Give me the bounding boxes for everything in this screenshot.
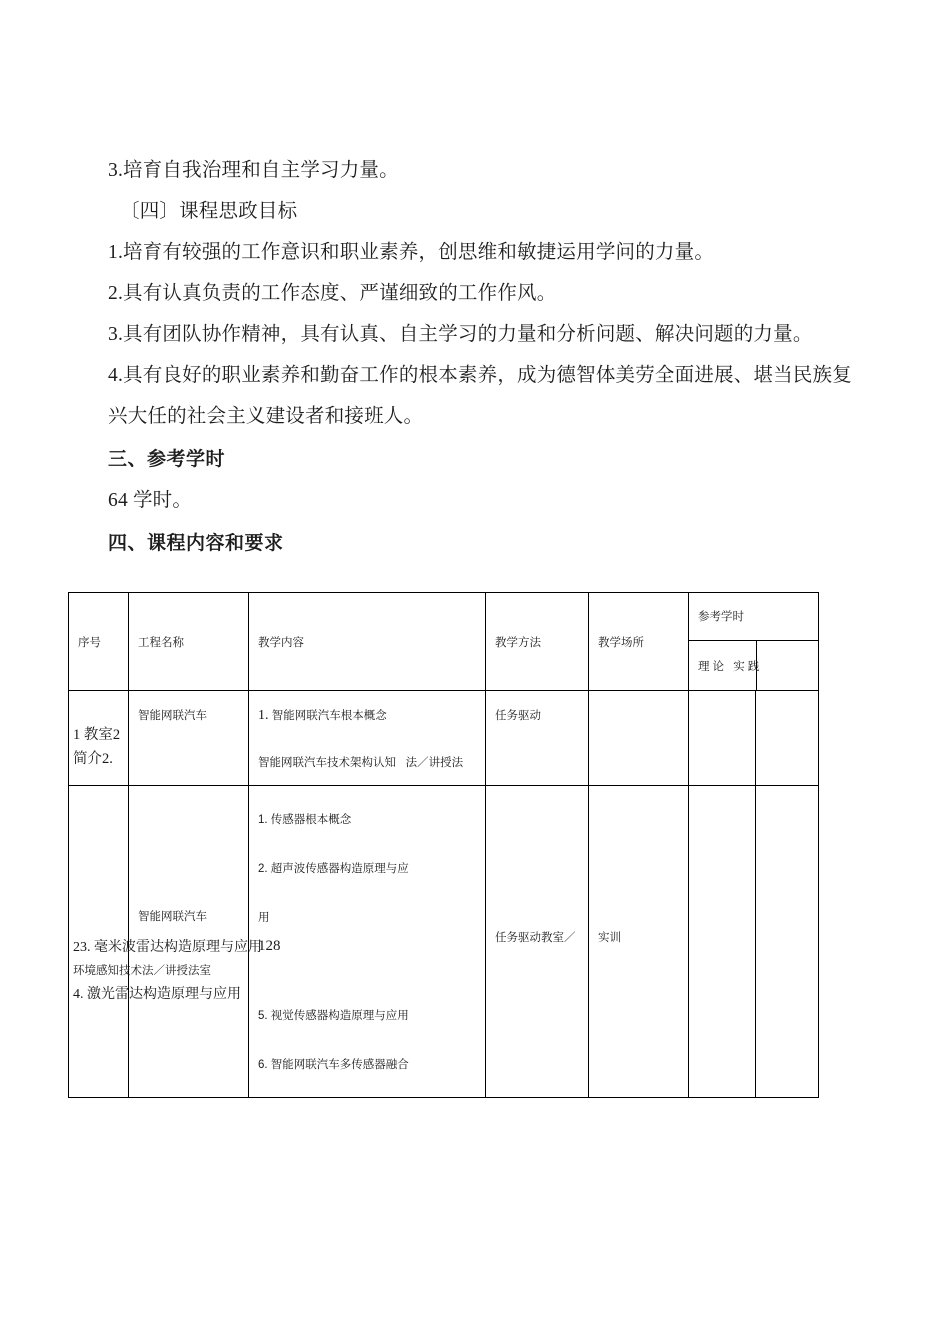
place-row2-text: 实训: [598, 932, 621, 944]
cell-teaching-method-row1: [486, 691, 589, 786]
header-label-project-name: 工程名称: [138, 636, 184, 649]
table-row: [69, 691, 819, 786]
seq-row1-line1: 1 教室2: [73, 727, 121, 743]
content-row2-line-5: 5. 视觉传感器构造原理与应用: [258, 1010, 409, 1022]
header-label-reference-hours: 参考学时: [689, 593, 818, 641]
content-row2-line-3: 用: [258, 912, 270, 924]
table-row: [69, 786, 819, 1098]
header-cell-teaching-place: [589, 593, 689, 691]
course-content-table-wrapper: [68, 592, 818, 1098]
heading-reference-hours: 三、参考学时: [108, 449, 226, 470]
document-body-text: [108, 150, 868, 564]
header-label-theory-practice: 理论 实践: [698, 660, 763, 673]
seq-row1-line2: 简介2.: [73, 751, 113, 767]
heading-course-content: 四、课程内容和要求: [108, 533, 284, 554]
header-cell-teaching-content: [249, 593, 486, 691]
paragraph-total-hours: 64 学时。: [108, 490, 193, 511]
paragraph-ideology-2: 2.具有认真负责的工作态度、严谨细致的工作作风。: [108, 283, 557, 304]
cell-practice-hours-row2: [756, 786, 819, 1098]
content-row2-line-6: 6. 智能网联汽车多传感器融合: [258, 1059, 409, 1071]
paragraph-ideology-4: 4.具有良好的职业素养和勤奋工作的根本素养，成为德智体美劳全面进展、堪当民族复兴大任的社会主义建设者和接班人。: [108, 365, 852, 427]
cell-teaching-method-row2: [486, 786, 589, 1098]
content-row1-line2-text: 智能网联汽车技术架构认知: [258, 757, 396, 769]
cell-seq-row1: [69, 691, 129, 786]
content-row1-line1-text: 智能网联汽车根本概念: [271, 710, 387, 722]
cell-teaching-place-row1: [589, 691, 689, 786]
paragraph-section-four-heading: 〔四〕课程思政目标: [120, 201, 298, 222]
header-cell-reference-hours: [689, 593, 819, 691]
cell-seq-row2-text: [73, 936, 262, 1007]
content-row2-line-2: 2. 超声波传感器构造原理与应: [258, 863, 409, 875]
header-cell-project-name: [129, 593, 249, 691]
method-row2-text: 任务驱动教室／: [495, 932, 576, 944]
content-row2-line-1: 1. 传感器根本概念: [258, 814, 352, 826]
cell-teaching-place-row2: [589, 786, 689, 1098]
project-name-row1-text: 智能网联汽车: [138, 710, 207, 722]
content-row2-hours-overlap: 128: [258, 938, 281, 954]
course-content-table: [68, 592, 819, 1098]
project-name-row2-text: 智能网联汽车: [138, 911, 207, 923]
cell-seq-row1-text: [73, 724, 120, 772]
content-row1-line1: [258, 707, 387, 724]
content-row1-line2: [258, 754, 463, 770]
cell-project-name-row1: [129, 691, 249, 786]
header-label-seq: 序号: [78, 636, 101, 649]
content-row1-line2-tail: 法／讲授法: [405, 757, 464, 769]
header-label-teaching-content: 教学内容: [258, 636, 304, 649]
method-row1-text: 任务驱动: [495, 710, 541, 722]
table-header-row: [69, 593, 819, 691]
cell-theory-hours-row2: [689, 786, 756, 1098]
content-row2-list: [258, 796, 508, 1090]
seq-row2-line1: 23. 毫米波雷达构造原理与应用: [73, 940, 262, 955]
paragraph-ideology-3: 3.具有团队协作精神，具有认真、自主学习的力量和分析问题、解决问题的力量。: [108, 324, 813, 345]
cell-teaching-content-row2: [249, 786, 486, 1098]
seq-row2-line2: 环境感知技术法／讲授法室: [73, 965, 211, 977]
cell-theory-hours-row1: [689, 691, 756, 786]
cell-teaching-content-row1: [249, 691, 486, 786]
header-cell-teaching-method: [486, 593, 589, 691]
header-subrow-theory-practice: [689, 641, 818, 690]
content-row1-line1-number: 1.: [258, 708, 269, 723]
content-row2-line-4: [258, 943, 508, 992]
header-cell-seq: [69, 593, 129, 691]
paragraph-ideology-1: 1.培育有较强的工作意识和职业素养，创思维和敏捷运用学问的力量。: [108, 242, 715, 263]
paragraph-goal-3: 3.培育自我治理和自主学习力量。: [108, 160, 399, 181]
header-label-teaching-place: 教学场所: [598, 636, 644, 649]
cell-practice-hours-row1: [756, 691, 819, 786]
header-label-teaching-method: 教学方法: [495, 636, 541, 649]
seq-row2-line3: 4. 激光雷达构造原理与应用: [73, 987, 241, 1002]
